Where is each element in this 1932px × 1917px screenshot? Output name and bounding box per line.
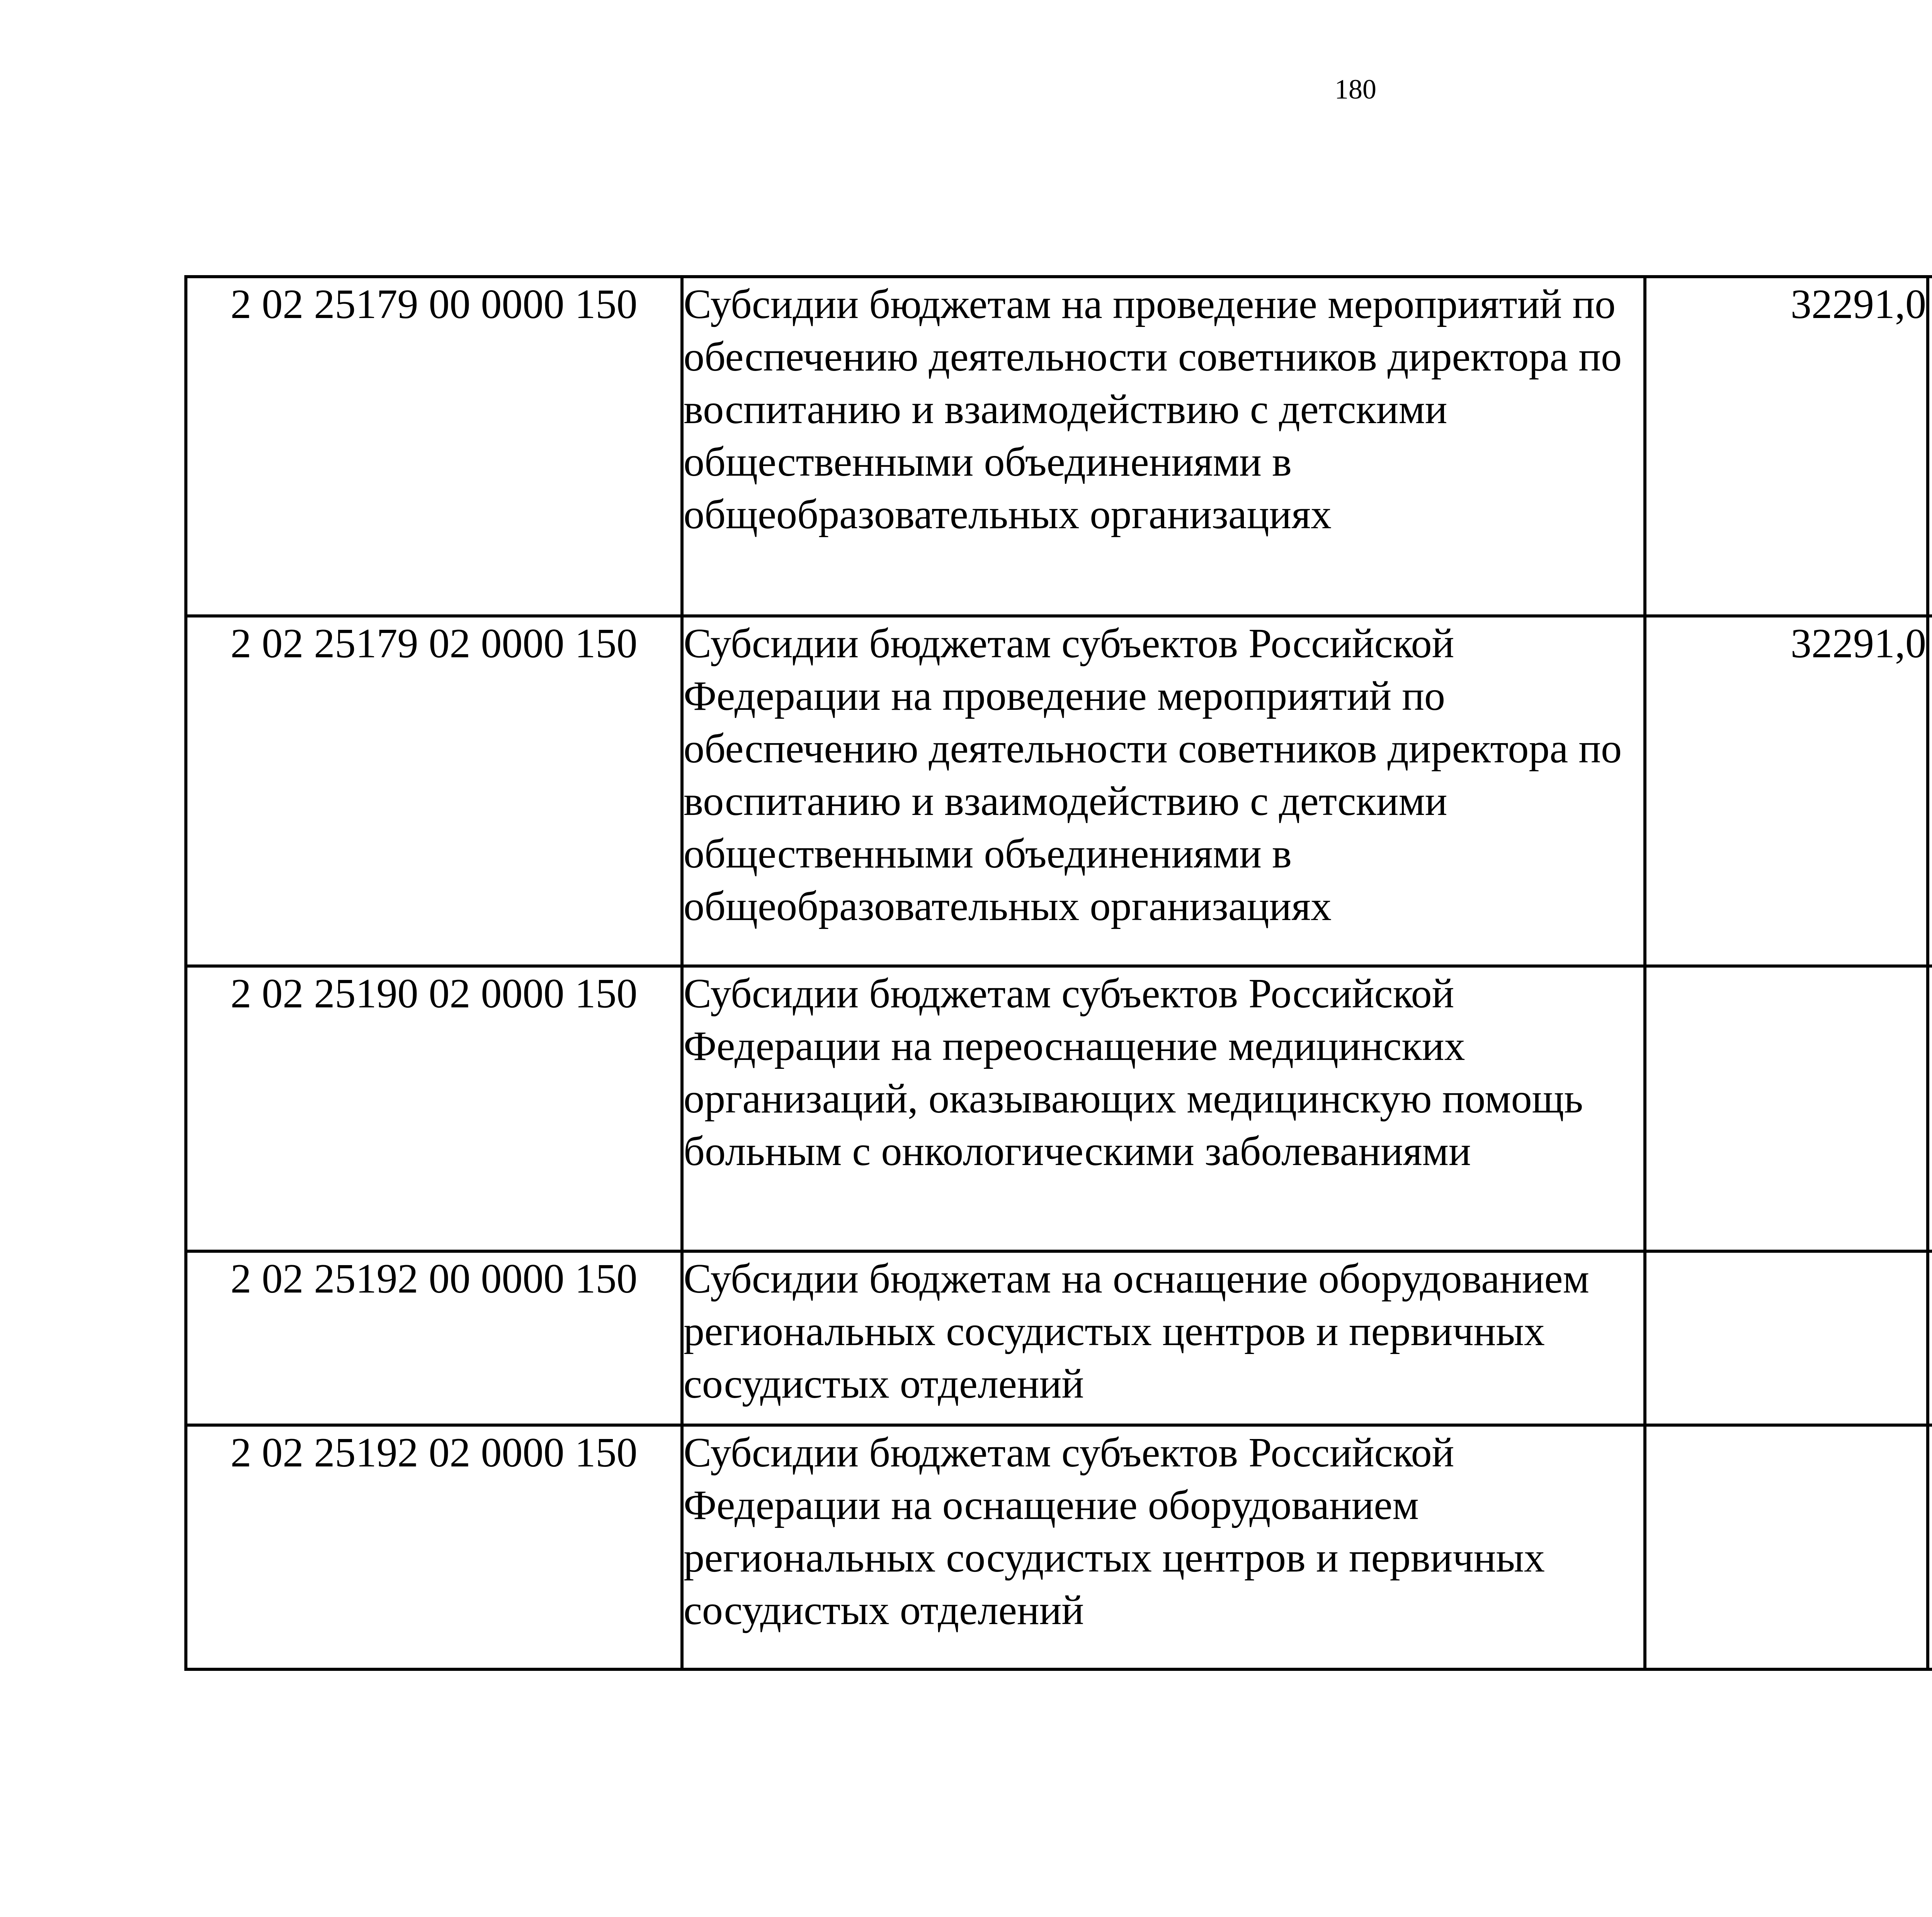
revenue-name-cell: Субсидии бюджетам субъектов Российской Федерации на переоснащение медицинских организаций, оказывающих медицинскую помощь больным с онкологическими заболеваниями [682,966,1645,1251]
amount-year1-cell [1645,1251,1928,1425]
amount-year2-cell [1928,1251,1932,1425]
revenue-name-cell: Субсидии бюджетам субъектов Российской Федерации на оснащение оборудованием региональных сосудистых центров и первичных сосудистых отделений [682,1425,1645,1669]
budget-revenue-table [184,275,1932,1671]
revenue-name-cell: Субсидии бюджетам на оснащение оборудованием региональных сосудистых центров и первичных сосудистых отделений [682,1251,1645,1425]
amount-year2-cell [1928,966,1932,1251]
table-row [186,1251,1932,1425]
table-row [186,1425,1932,1669]
budget-code-cell: 2 02 25190 02 0000 150 [186,966,682,1251]
page-number: 180 [1335,74,1376,105]
amount-year1-cell [1645,1425,1928,1669]
amount-year1-cell: 32291,0 [1645,616,1928,966]
amount-year2-cell [1928,277,1932,616]
budget-code-cell: 2 02 25179 00 0000 150 [186,277,682,616]
amount-year1-cell: 32291,0 [1645,277,1928,616]
budget-code-cell: 2 02 25192 00 0000 150 [186,1251,682,1425]
table-row [186,616,1932,966]
table-row [186,966,1932,1251]
amount-year2-cell [1928,616,1932,966]
revenue-name-cell: Субсидии бюджетам на проведение мероприятий по обеспечению деятельности советников директора по воспитанию и взаимодействию с детскими общественными объединениями в общеобразовательных организациях [682,277,1645,616]
budget-code-cell: 2 02 25192 02 0000 150 [186,1425,682,1669]
budget-code-cell: 2 02 25179 02 0000 150 [186,616,682,966]
revenue-name-cell: Субсидии бюджетам субъектов Российской Федерации на проведение мероприятий по обеспечению деятельности советников директора по воспитанию и взаимодействию с детскими общественными объединениями в общеобразовательных организациях [682,616,1645,966]
amount-year2-cell [1928,1425,1932,1669]
amount-year1-cell [1645,966,1928,1251]
table-row [186,277,1932,616]
